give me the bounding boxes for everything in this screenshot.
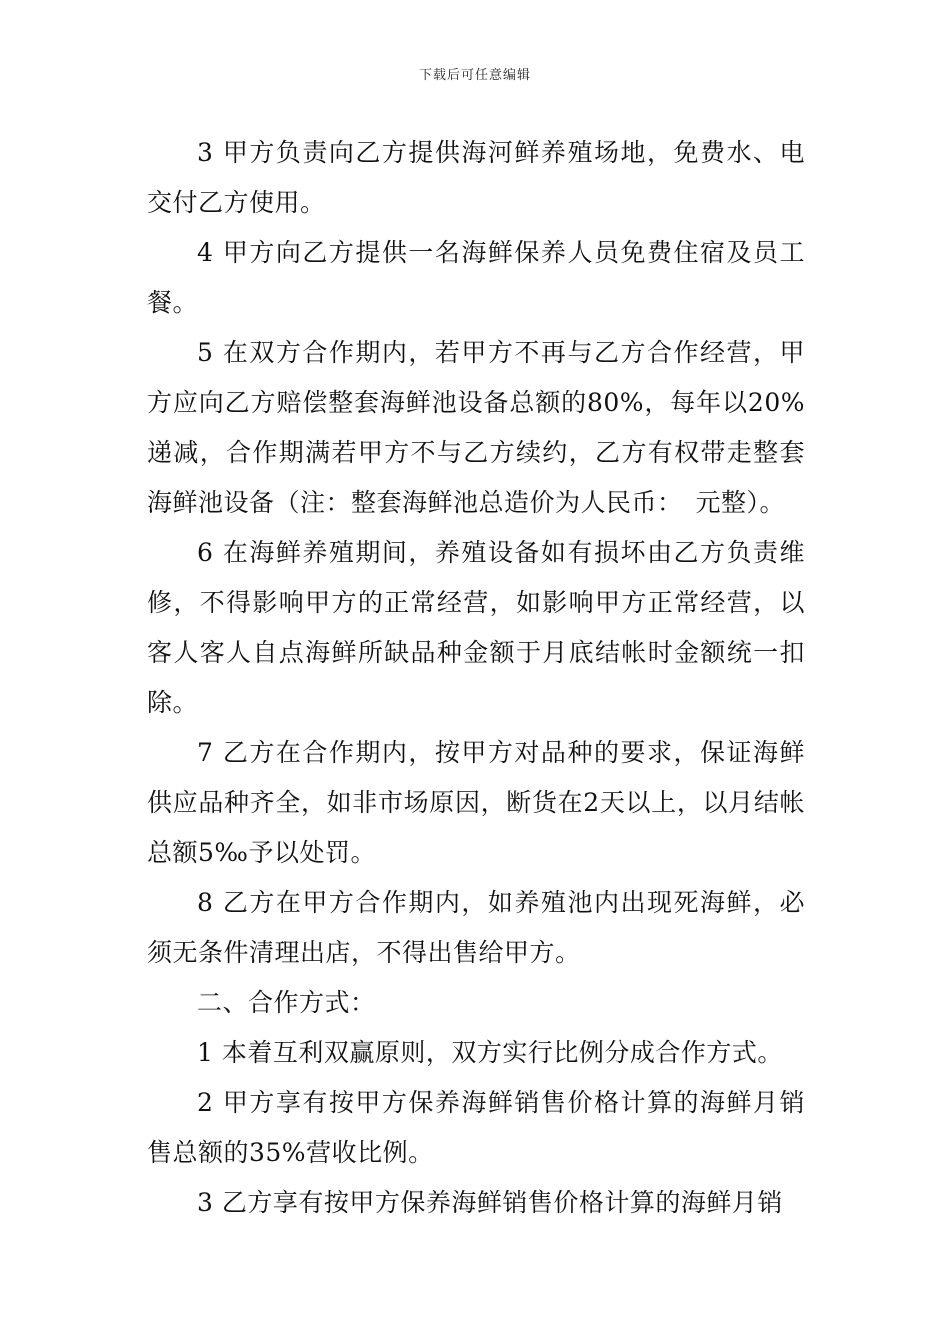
section-heading-cooperation: 二、合作方式： [197,988,376,1017]
clause-3-venue: 3 甲方负责向乙方提供海河鲜养殖场地，免费水、电交付乙方使用。 [147,138,805,217]
page-header: 下载后可任意编辑 [418,68,531,83]
clause-5-compensation: 5 在双方合作期内，若甲方不再与乙方合作经营，甲方应向乙方赔偿整套海鲜池设备总额的80%，每年以20%递减，合作期满若甲方不与乙方续约，乙方有权带走整套海鲜池设备（注：整套海鲜池总造价为人民币： 元整）。 [147,338,805,517]
cooperation-item-2: 2 甲方享有按甲方保养海鲜销售价格计算的海鲜月销售总额的35%营收比例。 [147,1088,805,1167]
clause-4-staff: 4 甲方向乙方提供一名海鲜保养人员免费住宿及员工餐。 [147,238,805,317]
document-body [147,128,805,1228]
clause-6-maintenance: 6 在海鲜养殖期间，养殖设备如有损坏由乙方负责维修，不得影响甲方的正常经营，如影响甲方正常经营，以客人客人自点海鲜所缺品种金额于月底结帐时金额统一扣除。 [147,538,805,717]
cooperation-item-1: 1 本着互利双赢原则，双方实行比例分成合作方式。 [197,1038,783,1067]
clause-8-dead-seafood: 8 乙方在甲方合作期内，如养殖池内出现死海鲜，必须无条件清理出店，不得出售给甲方。 [147,888,805,967]
cooperation-item-3: 3 乙方享有按甲方保养海鲜销售价格计算的海鲜月销 [197,1188,783,1217]
clause-7-supply: 7 乙方在合作期内，按甲方对品种的要求，保证海鲜供应品种齐全，如非市场原因，断货在2天以上，以月结帐总额5‰予以处罚。 [147,738,805,867]
